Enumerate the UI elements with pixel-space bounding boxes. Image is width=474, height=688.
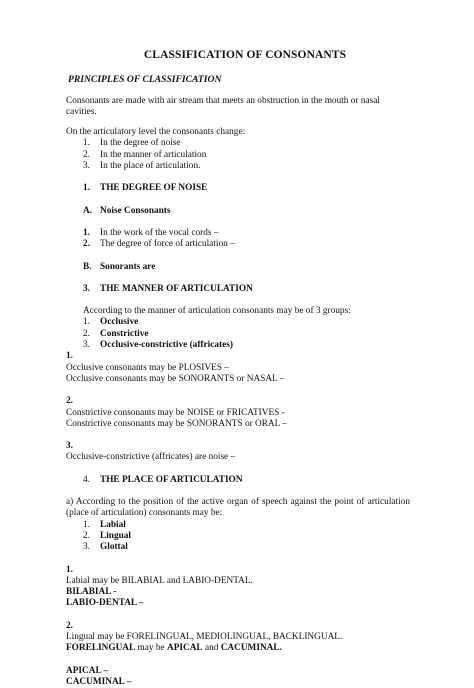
change-list <box>83 138 410 172</box>
list-item: 1. In the degree of noise <box>83 138 181 149</box>
list-item: 3. In the place of articulation. <box>83 161 201 172</box>
intro-paragraph: Consonants are made with air stream that meets an obstruction in the mouth or nasal cavities. <box>66 95 380 117</box>
place-intro: a) According to the position of the active organ of speech against the point of articulation (place of articulation) consonants may be: <box>66 497 410 519</box>
affricates-block: 3. Occlusive-constrictive (affricates) are noise – <box>66 441 236 463</box>
heading-place-of-articulation: 4. THE PLACE OF ARTICULATION <box>83 474 243 485</box>
section-subtitle: PRINCIPLES OF CLASSIFICATION <box>68 74 222 86</box>
forelingual-line: FORELINGUAL may be APICAL and CACUMINAL. <box>66 643 282 654</box>
heading-noise-consonants: A. Noise Consonants <box>83 205 171 216</box>
list-item: 1. In the work of the vocal cords – <box>83 227 219 238</box>
list-item: 1. Labial <box>83 519 126 530</box>
tail-block: APICAL – CACUMINAL – <box>66 665 132 687</box>
list-item: 2. In the manner of articulation <box>83 149 207 160</box>
manner-list <box>83 317 410 351</box>
constrictive-block: 2. Constrictive consonants may be NOISE or FRICATIVES - Constrictive consonants may be SONORANTS or ORAL – <box>66 396 287 429</box>
noise-list <box>83 228 410 251</box>
list-item: 2. The degree of force of articulation – <box>83 239 235 250</box>
list-item: 2. Lingual <box>83 530 132 541</box>
manner-intro: According to the manner of articulation consonants may be of 3 groups: <box>83 306 351 317</box>
labial-block: 1. Labial may be BILABIAL and LABIO-DENTAL. BILABIAL - LABIO-DENTAL – <box>66 564 253 609</box>
change-intro: On the articulatory level the consonants change: <box>66 127 246 138</box>
list-item: 3. Glottal <box>83 542 128 553</box>
heading-degree-of-noise: 1. THE DEGREE OF NOISE <box>83 183 208 194</box>
heading-manner-of-articulation: 3. THE MANNER OF ARTICULATION <box>83 283 253 294</box>
list-item: 2. Constrictive <box>83 328 149 339</box>
lingual-block: 2. Lingual may be FORELINGUAL, MEDIOLINGUAL, BACKLINGUAL. FORELINGUAL may be APICAL and CACUMINAL. <box>66 621 410 655</box>
occlusive-block: 1. Occlusive consonants may be PLOSIVES – Occlusive consonants may be SONORANTS or NASAL – <box>66 351 285 384</box>
list-item: 3. Occlusive-constrictive (affricates) <box>83 340 233 351</box>
list-item: 1. Occlusive <box>83 317 139 328</box>
document-title: CLASSIFICATION OF CONSONANTS <box>143 49 347 61</box>
place-list <box>83 520 410 554</box>
heading-sonorants: B. Sonorants are <box>83 261 156 272</box>
